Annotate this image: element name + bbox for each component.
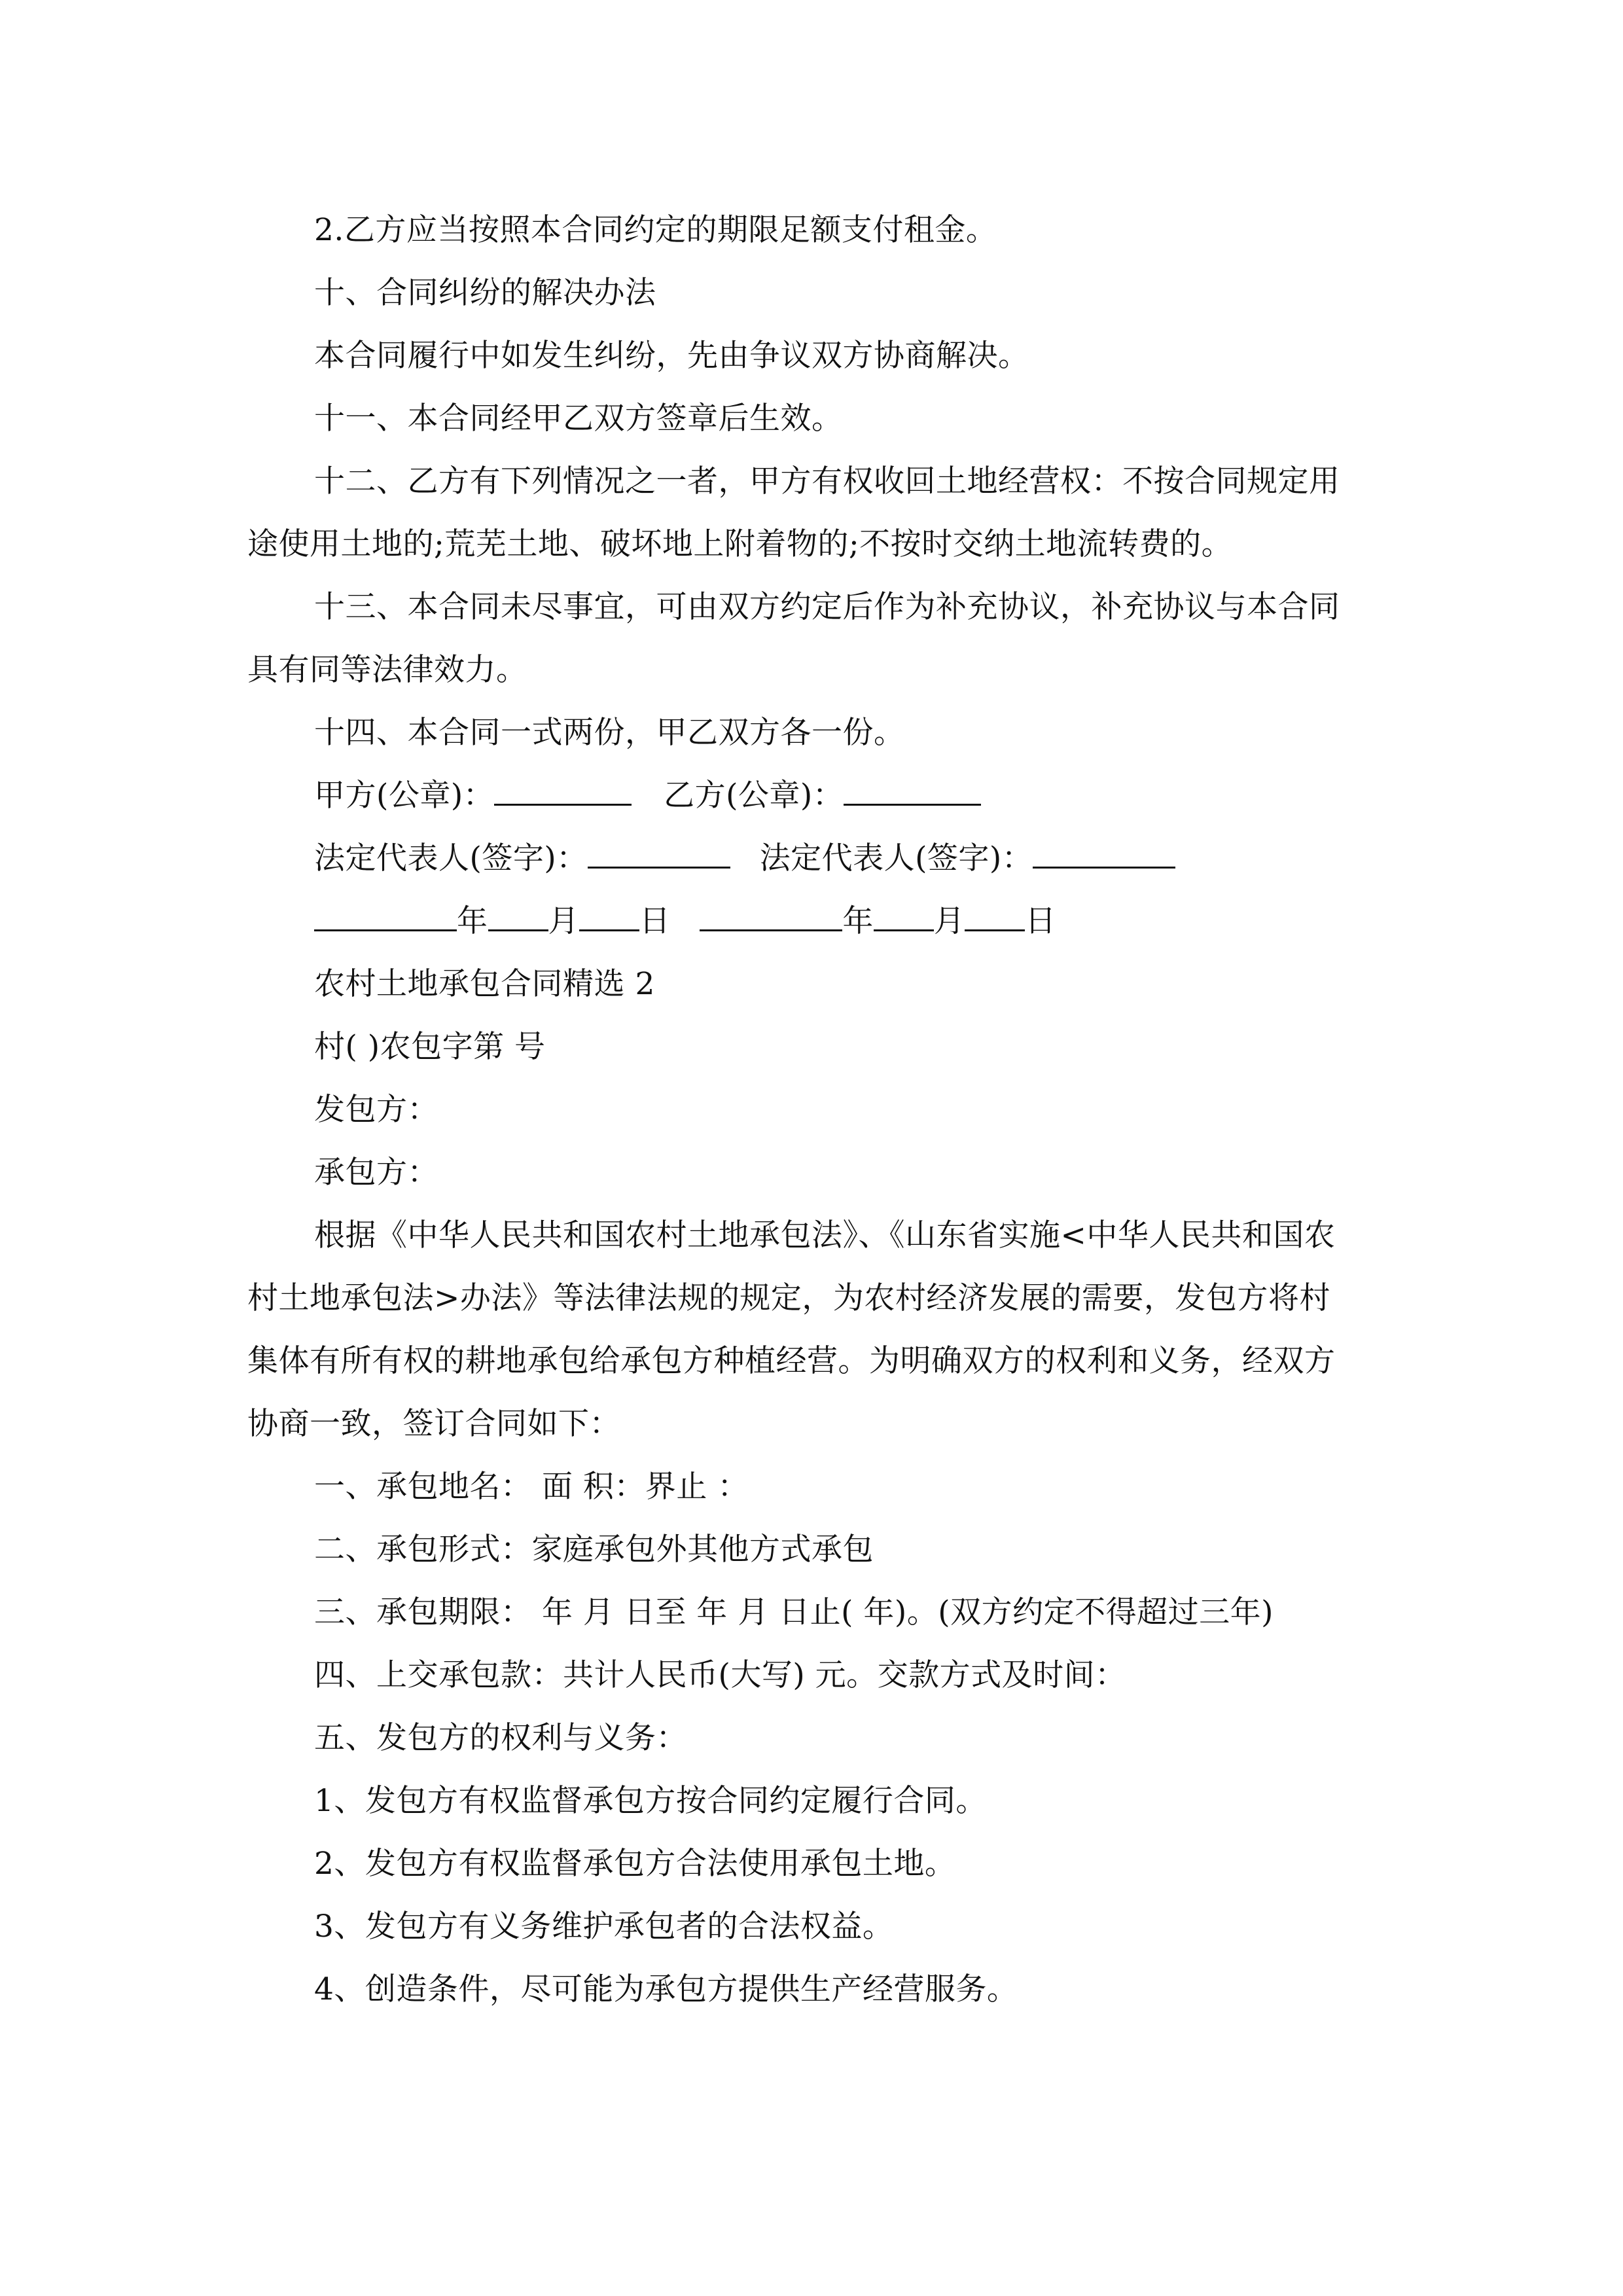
date-row: [247, 903, 1376, 940]
text-line: 途使用土地的;荒芜土地、破坏地上附着物的;不按时交纳土地流转费的。: [247, 526, 1233, 562]
text-line: 十二、乙方有下列情况之一者，甲方有权收回土地经营权：不按合同规定用: [314, 463, 1340, 499]
contractor-in-label: 承包方：: [314, 1155, 438, 1191]
party-a-seal-label: 甲方(公章)：: [314, 778, 495, 814]
clause-line: 三、承包期限： 年 月 日至 年 月 日止( 年)。(双方约定不得超过三年): [314, 1594, 1274, 1630]
signature-blank: [844, 778, 981, 806]
date-blank: [579, 903, 639, 931]
date-blank: [314, 903, 457, 931]
text-line: 2.乙方应当按照本合同约定的期限足额支付租金。: [314, 212, 997, 248]
clause-line: 四、上交承包款：共计人民币(大写) 元。交款方式及时间：: [314, 1657, 1126, 1693]
clause-line: 1、发包方有权监督承包方按合同约定履行合同。: [314, 1783, 987, 1819]
body-line: 村土地承包法>办法》等法律法规的规定，为农村经济发展的需要，发包方将村: [247, 1280, 1330, 1316]
section-heading: 十、合同纠纷的解决办法: [314, 275, 656, 311]
seal-row: [247, 778, 1376, 814]
month-label: 月: [548, 903, 579, 939]
text-line: 十一、本合同经甲乙双方签章后生效。: [314, 401, 843, 437]
clause-line: 一、承包地名： 面 积：界止 ：: [314, 1469, 749, 1505]
signature-blank: [588, 840, 730, 869]
date-blank: [874, 903, 934, 931]
month-label: 月: [933, 903, 965, 939]
day-label: 日: [639, 903, 671, 939]
signature-blank: [1033, 840, 1175, 869]
date-blank: [488, 903, 548, 931]
contractor-out-label: 发包方：: [314, 1092, 438, 1128]
clause-line: 二、承包形式：家庭承包外其他方式承包: [314, 1532, 874, 1568]
day-label: 日: [1025, 903, 1056, 939]
contract-title: 农村土地承包合同精选 2: [314, 966, 655, 1002]
year-label: 年: [842, 903, 874, 939]
text-line: 十三、本合同未尽事宜，可由双方约定后作为补充协议，补充协议与本合同: [314, 589, 1340, 625]
representative-row: [247, 840, 1376, 877]
date-blank: [965, 903, 1025, 931]
clause-line: 五、发包方的权利与义务：: [314, 1720, 687, 1756]
clause-line: 3、发包方有义务维护承包者的合法权益。: [314, 1909, 894, 1945]
rep-b-label: 法定代表人(签字)：: [759, 840, 1033, 876]
clause-line: 2、发包方有权监督承包方合法使用承包土地。: [314, 1846, 956, 1882]
year-label: 年: [457, 903, 488, 939]
text-line: 具有同等法律效力。: [247, 652, 527, 688]
rep-a-label: 法定代表人(签字)：: [314, 840, 588, 876]
body-line: 集体有所有权的耕地承包给承包方种植经营。为明确双方的权利和义务，经双方: [247, 1343, 1336, 1379]
date-blank: [700, 903, 842, 931]
clause-line: 4、创造条件，尽可能为承包方提供生产经营服务。: [314, 1971, 1018, 2007]
text-line: 十四、本合同一式两份，甲乙双方各一份。: [314, 715, 905, 751]
contract-number: 村( )农包字第 号: [314, 1029, 546, 1065]
text-line: 本合同履行中如发生纠纷，先由争议双方协商解决。: [314, 338, 1029, 374]
signature-blank: [494, 778, 632, 806]
party-b-seal-label: 乙方(公章)：: [664, 778, 844, 814]
body-line: 协商一致，签订合同如下：: [247, 1406, 620, 1442]
body-line: 根据《中华人民共和国农村土地承包法》、《山东省实施<中华人民共和国农: [314, 1217, 1336, 1253]
